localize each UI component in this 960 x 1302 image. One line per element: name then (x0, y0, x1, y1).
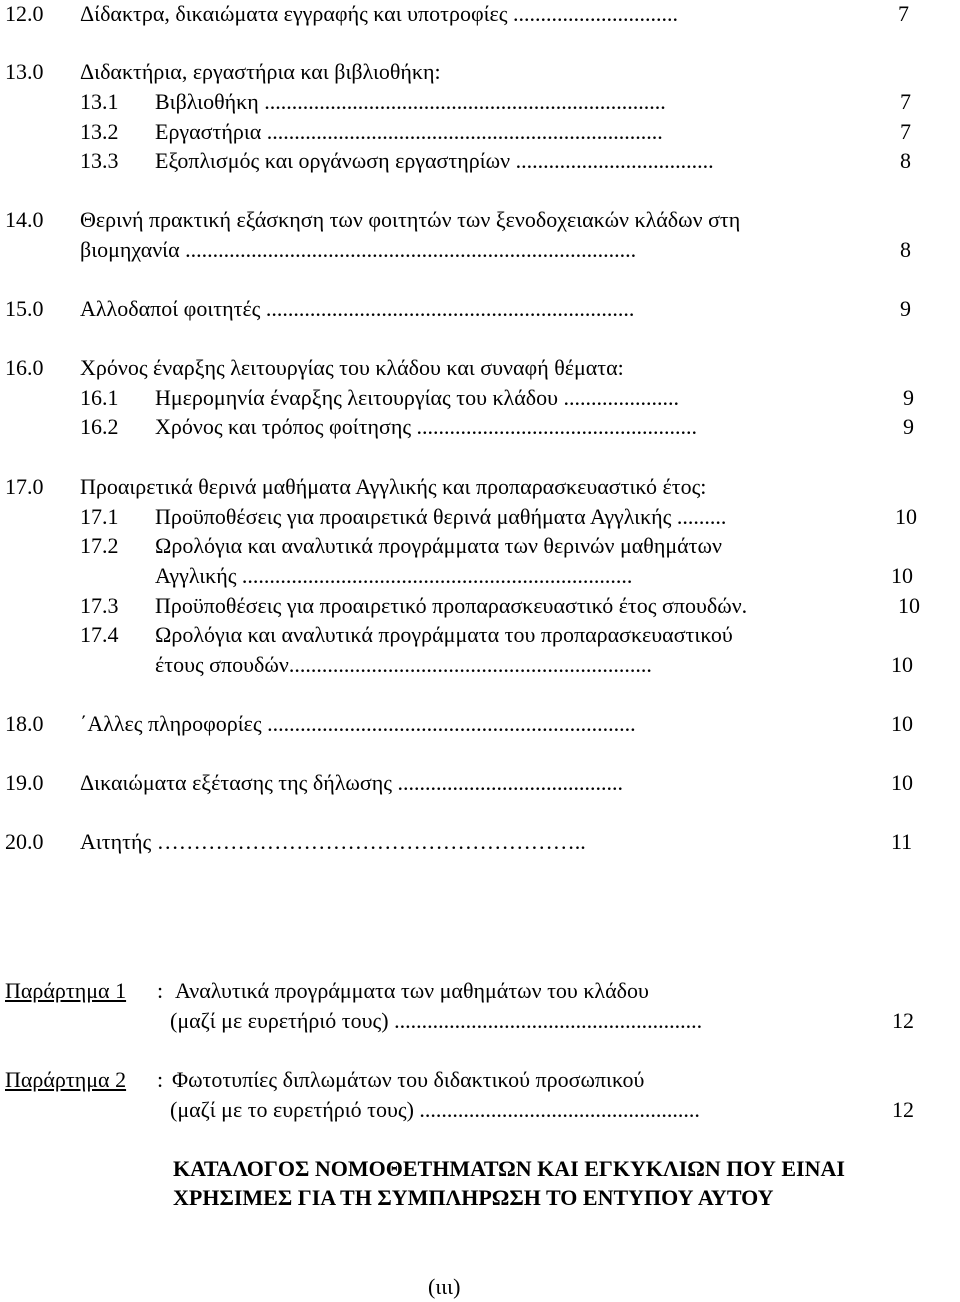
toc-page-number: 10 (898, 593, 920, 618)
appendix-2-label: Παράρτημα 2 (5, 1067, 127, 1092)
toc-entry-title: Χρόνος και τρόπος φοίτησης ................................................... (155, 414, 698, 439)
toc-page-number: 8 (900, 237, 911, 262)
toc-entry-title-continued: βιομηχανία .................................................................................. (80, 237, 637, 262)
toc-entry-title: Δικαιώματα εξέτασης της δήλωσης ......................................... (80, 770, 623, 795)
toc-entry-title: Ωρολόγια και αναλυτικά προγράμματα του προπαρασκευαστικού (155, 622, 733, 647)
toc-entry-title: Ημερομηνία έναρξης λειτουργίας του κλάδου ..................... (155, 385, 679, 410)
appendix-1-page: 12 (892, 1008, 914, 1033)
toc-number: 16.1 (80, 385, 119, 410)
toc-page-number: 10 (891, 652, 913, 677)
toc-number: 20.0 (5, 829, 44, 854)
toc-number: 14.0 (5, 207, 44, 232)
toc-entry-title: Θερινή πρακτική εξάσκηση των φοιτητών των ξενοδοχειακών κλάδων στη (80, 207, 741, 232)
toc-entry-title: Διδακτήρια, εργαστήρια και βιβλιοθήκη: (80, 59, 441, 84)
toc-page-number: 10 (891, 711, 913, 736)
toc-number: 16.0 (5, 355, 44, 380)
toc-page-number: 7 (900, 89, 911, 114)
appendix-1-label: Παράρτημα 1 (5, 978, 127, 1003)
toc-page-number: 7 (898, 1, 909, 26)
toc-number: 17.3 (80, 593, 119, 618)
toc-entry-title-continued: Αγγλικής ....................................................................... (155, 563, 633, 588)
toc-number: 17.2 (80, 533, 119, 558)
appendix-1-colon: : (157, 978, 164, 1003)
toc-number: 18.0 (5, 711, 44, 736)
toc-entry-title: Ωρολόγια και αναλυτικά προγράμματα των θερινών μαθημάτων (155, 533, 722, 558)
toc-page-number: 9 (900, 296, 911, 321)
toc-entry-title: Δίδακτρα, δικαιώματα εγγραφής και υποτροφίες .............................. (80, 1, 679, 26)
toc-entry-title: Αιτητής ………………………………………………….. (80, 829, 586, 854)
toc-number: 13.0 (5, 59, 44, 84)
toc-entry-title: Εργαστήρια ........................................................................ (155, 119, 663, 144)
toc-entry-title: Προαιρετικά θερινά μαθήματα Αγγλικής και προπαρασκευαστικό έτος: (80, 474, 707, 499)
toc-entry-title: Βιβλιοθήκη ......................................................................... (155, 89, 666, 114)
toc-page-number: 8 (900, 148, 911, 173)
footer-page-number: (ιιι) (428, 1274, 461, 1299)
toc-entry-title-continued: έτους σπουδών.................................................................. (155, 652, 652, 677)
toc-number: 17.4 (80, 622, 119, 647)
appendix-2-subtitle: (μαζί με το ευρετήριό τους) ................................................... (170, 1097, 700, 1122)
appendix-2-title: Φωτοτυπίες διπλωμάτων του διδακτικού προσωπικού (172, 1067, 645, 1092)
toc-entry-title: Εξοπλισμός και οργάνωση εργαστηρίων .................................... (155, 148, 714, 173)
toc-entry-title: Αλλοδαποί φοιτητές ................................................................... (80, 296, 635, 321)
toc-page-number: 10 (895, 504, 917, 529)
appendix-2-colon: : (157, 1067, 164, 1092)
toc-page-number: 11 (891, 829, 913, 854)
toc-page-number: 10 (891, 563, 913, 588)
toc-number: 13.1 (80, 89, 119, 114)
toc-page-number: 9 (903, 385, 914, 410)
toc-number: 17.0 (5, 474, 44, 499)
toc-page-number: 7 (900, 119, 911, 144)
toc-number: 19.0 (5, 770, 44, 795)
toc-entry-title: Προϋποθέσεις για προαιρετικό προπαρασκευαστικό έτος σπουδών. (155, 593, 748, 618)
toc-number: 13.2 (80, 119, 119, 144)
toc-entry-title: ΄Αλλες πληροφορίες ................................................................... (80, 711, 636, 736)
toc-number: 16.2 (80, 414, 119, 439)
catalog-heading-line-2: ΧΡΗΣΙΜΕΣ ΓΙΑ ΤΗ ΣΥΜΠΛΗΡΩΣΗ ΤΟ ΕΝΤΥΠΟΥ ΑΥΤΟΥ (173, 1185, 774, 1210)
appendix-1-title: Αναλυτικά προγράμματα των μαθημάτων του κλάδου (175, 978, 649, 1003)
appendix-2-page: 12 (892, 1097, 914, 1122)
catalog-heading-line-1: ΚΑΤΑΛΟΓΟΣ ΝΟΜΟΘΕΤΗΜΑΤΩΝ ΚΑΙ ΕΓΚΥΚΛΙΩΝ ΠΟΥ ΕΙΝΑΙ (173, 1156, 845, 1181)
toc-number: 13.3 (80, 148, 119, 173)
appendix-1-subtitle: (μαζί με ευρετήριό τους) ........................................................ (170, 1008, 703, 1033)
toc-page-number: 10 (891, 770, 913, 795)
toc-page-number: 9 (903, 414, 914, 439)
toc-entry-title: Χρόνος έναρξης λειτουργίας του κλάδου και συναφή θέματα: (80, 355, 624, 380)
toc-entry-title: Προϋποθέσεις για προαιρετικά θερινά μαθήματα Αγγλικής ......... (155, 504, 727, 529)
toc-number: 17.1 (80, 504, 119, 529)
toc-number: 15.0 (5, 296, 44, 321)
toc-number: 12.0 (5, 1, 44, 26)
